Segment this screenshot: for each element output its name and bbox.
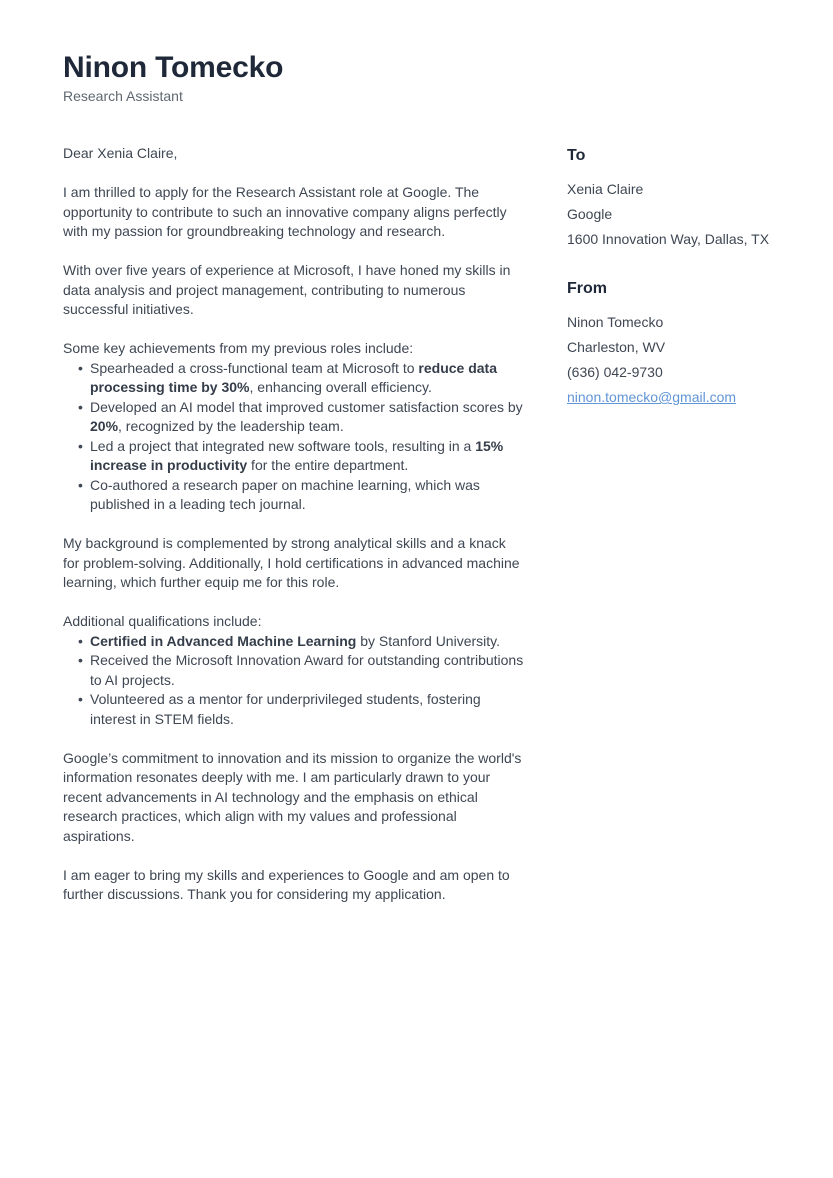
- letter-paragraph: [63, 534, 525, 593]
- letter-paragraph: [63, 866, 525, 905]
- sender-heading: From: [567, 280, 607, 297]
- text-run: Led a project that integrated new software tools, resulting in a: [90, 437, 476, 454]
- bullet-item: [63, 690, 525, 729]
- contact-sidebar: [567, 146, 797, 410]
- sender-location: Charleston, WV: [567, 339, 666, 355]
- bullet-list: [63, 359, 525, 515]
- text-run: Dear Xenia Claire,: [63, 145, 178, 161]
- sender-phone: (636) 042-9730: [567, 364, 663, 380]
- recipient-name: Xenia Claire: [567, 181, 644, 197]
- recipient-company: Google: [567, 206, 613, 222]
- document-header: [63, 51, 283, 106]
- letter-paragraph: [63, 612, 525, 632]
- bullet-item: [63, 398, 525, 437]
- bold-text-run: 15% increase in productivity: [90, 437, 504, 473]
- bold-text-run: 20%: [90, 418, 119, 434]
- job-title: Research Assistant: [63, 88, 183, 104]
- letter-paragraph: [63, 261, 525, 320]
- letter-body: [63, 144, 525, 924]
- sender-name: Ninon Tomecko: [567, 314, 664, 330]
- text-run: Some key achievements from my previous roles include:: [63, 340, 414, 356]
- text-run: , recognized by the leadership team.: [118, 418, 344, 434]
- text-run: Co-authored a research paper on machine learning, which was published in a leading tech journal.: [90, 476, 480, 512]
- recipient-section: [567, 146, 797, 252]
- text-run: , enhancing overall efficiency.: [249, 379, 432, 395]
- letter-paragraph: [63, 339, 525, 359]
- text-run: Google’s commitment to innovation and its mission to organize the world's information resonates deeply with me. I am particularly drawn to your recent advancements in AI technology and the emphasis on ethical research practices, which align with my values and professional aspirations.: [63, 749, 522, 844]
- bullet-item: [63, 651, 525, 690]
- text-run: My background is complemented by strong analytical skills and a knack for problem-solving. Additionally, I hold certifications in advanced machine learning, which further equip me for this role.: [63, 535, 520, 590]
- bold-text-run: reduce data processing time by 30%: [90, 359, 497, 395]
- text-run: Developed an AI model that improved customer satisfaction scores by: [90, 398, 523, 415]
- bold-text-run: Certified in Advanced Machine Learning: [90, 632, 357, 649]
- letter-paragraph: [63, 183, 525, 242]
- bullet-item: [63, 632, 525, 652]
- text-run: Spearheaded a cross-functional team at Microsoft to: [90, 359, 419, 376]
- text-run: Volunteered as a mentor for underprivileged students, fostering interest in STEM fields.: [90, 691, 481, 727]
- text-run: for the entire department.: [247, 457, 409, 473]
- text-run: With over five years of experience at Microsoft, I have honed my skills in data analysis and project management, contributing to numerous successful initiatives.: [63, 262, 511, 317]
- recipient-heading: To: [567, 147, 586, 164]
- bullet-item: [63, 437, 525, 476]
- recipient-address: 1600 Innovation Way, Dallas, TX: [567, 231, 770, 247]
- letter-paragraph: [63, 144, 525, 164]
- sender-section: [567, 279, 797, 410]
- text-run: by Stanford University.: [356, 632, 500, 649]
- text-run: I am eager to bring my skills and experiences to Google and am open to further discussions. Thank you for considering my application.: [63, 866, 510, 902]
- bullet-item: [63, 476, 525, 515]
- text-run: Received the Microsoft Innovation Award for outstanding contributions to AI projects.: [90, 652, 524, 688]
- sender-email-line: [567, 385, 797, 410]
- text-run: Additional qualifications include:: [63, 613, 262, 629]
- letter-paragraph: [63, 749, 525, 847]
- text-run: I am thrilled to apply for the Research Assistant role at Google. The opportunity to contribute to such an innovative company aligns perfectly with my passion for groundbreaking technology and research.: [63, 184, 507, 239]
- email-link[interactable]: ninon.tomecko@gmail.com: [567, 389, 737, 405]
- bullet-list: [63, 632, 525, 730]
- bullet-item: [63, 359, 525, 398]
- page-title: Ninon Tomecko: [63, 51, 284, 84]
